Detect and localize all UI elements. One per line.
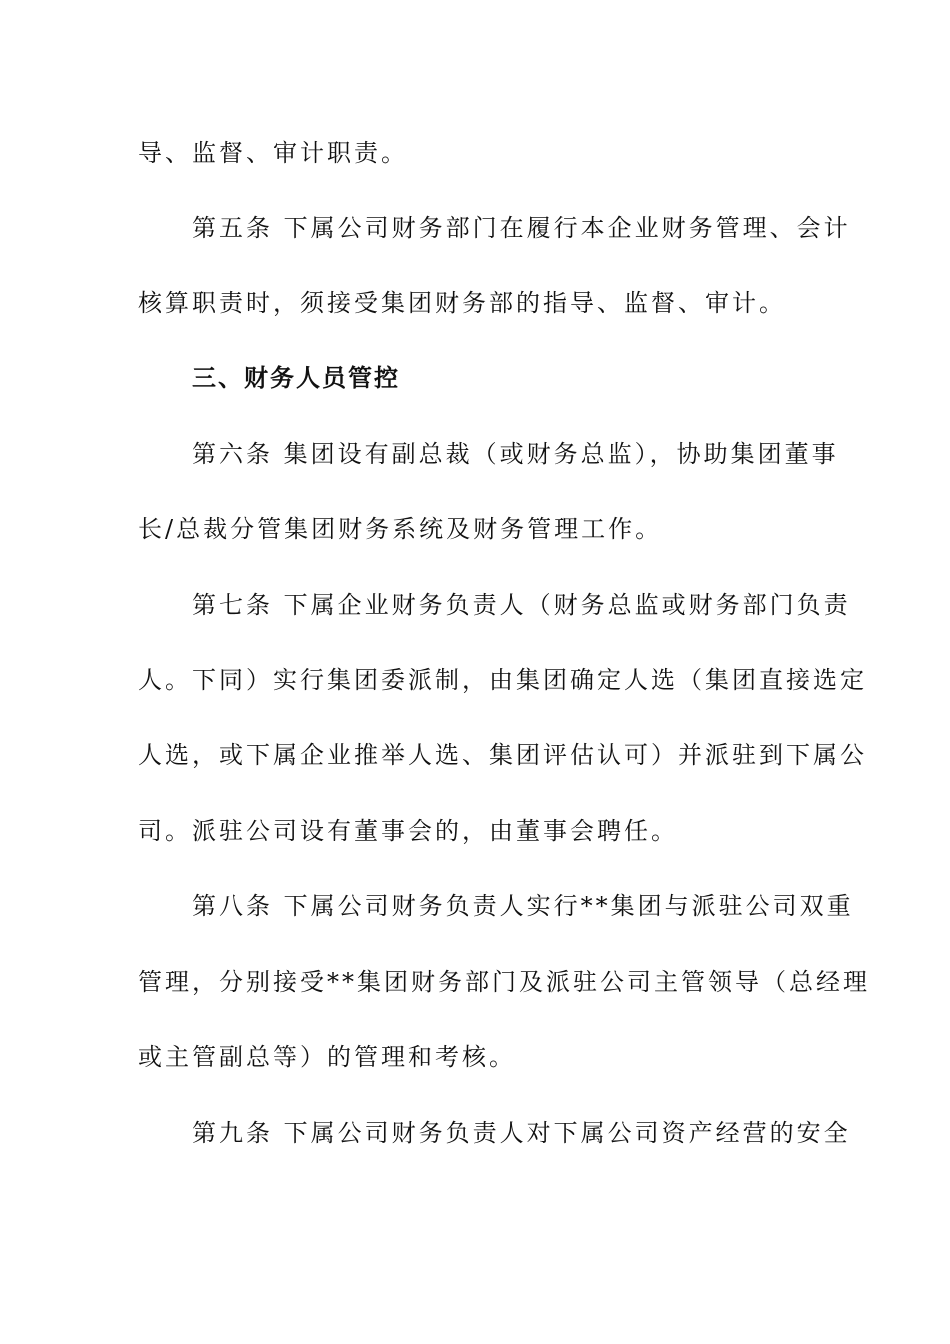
article-9-line: 第九条 下属公司财务负责人对下属公司资产经营的安全 — [192, 1119, 851, 1147]
paragraph-line: 管理，分别接受**集团财务部门及派驻公司主管领导（总经理 — [138, 968, 870, 996]
article-6-line: 第六条 集团设有副总裁（或财务总监），协助集团董事 — [192, 440, 839, 468]
paragraph-line: 司。派驻公司设有董事会的，由董事会聘任。 — [138, 817, 678, 845]
paragraph-line: 或主管副总等）的管理和考核。 — [138, 1043, 516, 1071]
article-8-line: 第八条 下属公司财务负责人实行**集团与派驻公司双重 — [192, 892, 854, 920]
paragraph-line: 导、监督、审计职责。 — [138, 139, 408, 167]
section-heading: 三、财务人员管控 — [192, 364, 400, 392]
paragraph-line: 人。下同）实行集团委派制，由集团确定人选（集团直接选定 — [138, 666, 867, 694]
article-7-line: 第七条 下属企业财务负责人（财务总监或财务部门负责 — [192, 591, 851, 619]
paragraph-line: 人选，或下属企业推举人选、集团评估认可）并派驻到下属公 — [138, 741, 867, 769]
paragraph-line: 长/总裁分管集团财务系统及财务管理工作。 — [138, 515, 663, 543]
paragraph-line: 核算职责时，须接受集团财务部的指导、监督、审计。 — [138, 289, 786, 317]
article-5-line: 第五条 下属公司财务部门在履行本企业财务管理、会计 — [192, 214, 851, 242]
